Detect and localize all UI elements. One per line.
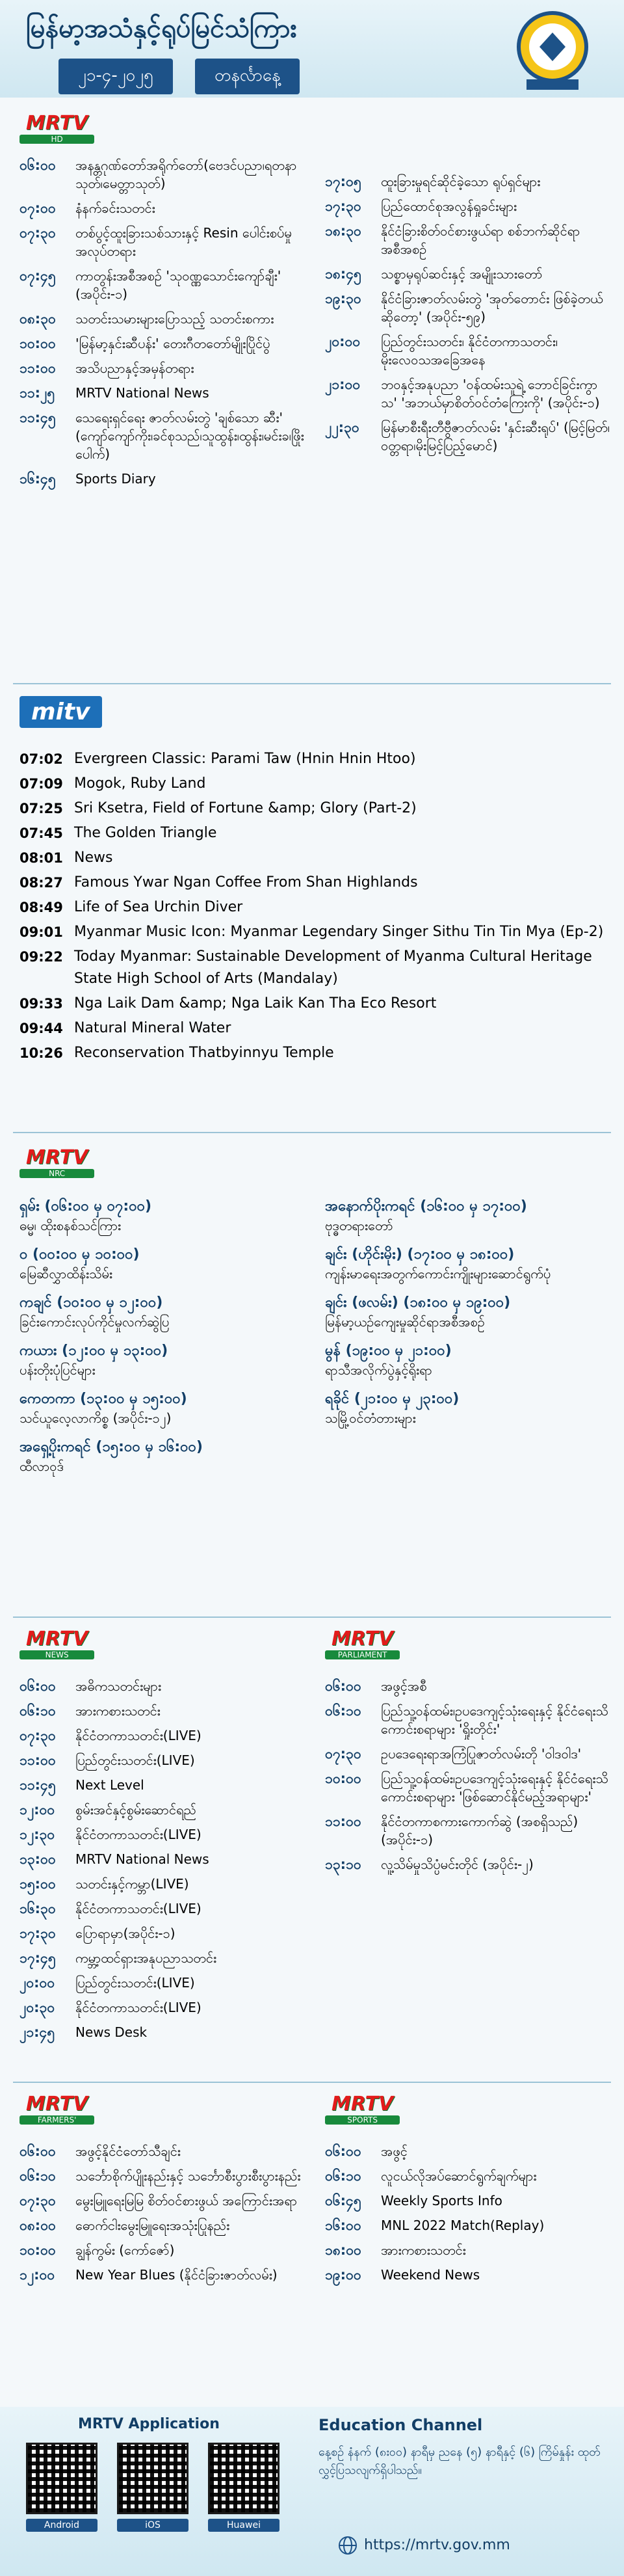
mrtv-hd-left-list <box>20 156 306 494</box>
schedule-time: ၁၂:၀၀ <box>20 2267 55 2283</box>
schedule-program: မွေးမြူရေးမြမြ စိတ်ဝင်စားဖွယ် အကြောင်းအရာ <box>75 2193 298 2208</box>
divider <box>13 2082 611 2083</box>
nrc-item-heading: ကယား (၁၂:၀၀ မှ ၁၃:၀၀) <box>20 1343 168 1359</box>
schedule-row <box>20 409 306 463</box>
nrc-item <box>325 1293 611 1331</box>
schedule-program: Today Myanmar: Sustainable Development of Myanma Cultural Heritage State High School of Arts (Mandalay) <box>74 948 592 987</box>
news-list <box>20 1677 306 2048</box>
schedule-program: The Golden Triangle <box>74 825 217 841</box>
nrc-item-desc: မြန်မာ့ယဉ်ကျေးမှုဆိုင်ရာအစီအစဉ် <box>325 1314 485 1330</box>
schedule-time: ၁၀:၀၀ <box>20 2242 56 2258</box>
qr-label-huawei: Huawei <box>208 2519 280 2532</box>
schedule-program: အားကစားသတင်း <box>381 2242 466 2258</box>
nrc-item-desc: သင်ယူလေ့လာကိစ္စ (အပိုင်း-၁၂) <box>20 1410 172 1426</box>
schedule-row <box>325 418 611 455</box>
schedule-time: ၁၈:၃၀ <box>325 223 361 239</box>
schedule-row <box>20 1042 604 1064</box>
nrc-item-heading: ရှမ်း (၀၆:၀၀ မှ ၀၇:၀၀) <box>20 1198 152 1214</box>
schedule-row <box>20 872 604 894</box>
schedule-row <box>20 896 604 919</box>
nrc-item <box>325 1341 611 1379</box>
schedule-program: မြန်မာစီးရီးတီဗွီဇာတ်လမ်း 'နှင်းဆီးရုပ်' (မြင့်မြတ်၊ဝတ္တရာ၊မိုးမြင့်ပြည့်မောင်) <box>381 420 610 453</box>
schedule-time: ၁၉:၃၀ <box>325 291 361 306</box>
schedule-time: 09:44 <box>20 1021 63 1036</box>
schedule-row <box>20 384 306 402</box>
schedule-time: 09:33 <box>20 996 63 1012</box>
schedule-row <box>20 1726 306 1745</box>
schedule-row <box>20 1776 306 1794</box>
schedule-time: ၁၁:၀၀ <box>20 360 56 376</box>
schedule-row <box>20 993 604 1015</box>
schedule-program: စွမ်းအင်နှင့်စွမ်းဆောင်ရည် <box>75 1802 196 1818</box>
schedule-time: ၁၆:၄၅ <box>20 471 56 487</box>
schedule-time: ၁၈:၄၅ <box>325 266 361 282</box>
schedule-program: နိုင်ငံတကာသတင်း(LIVE) <box>75 1728 202 1743</box>
schedule-time: ၁၁:၄၅ <box>20 1777 56 1793</box>
schedule-row <box>20 267 306 303</box>
schedule-program: အနန္တဂုဏ်တော်အရိုက်တော်(ဗေဒင်ပညာ၊ရတနာသုတ်၊မေတ္တာသုတ်) <box>75 157 297 191</box>
nrc-left-list <box>20 1197 306 1486</box>
globe-icon <box>338 2536 358 2555</box>
schedule-program: News <box>74 850 113 866</box>
schedule-time: ၁၃:၁၀ <box>325 1857 361 1872</box>
schedule-time: 07:25 <box>20 801 63 816</box>
schedule-row <box>20 224 306 260</box>
schedule-time: ၁၁:၂၅ <box>20 385 55 401</box>
education-channel-title: Education Channel <box>318 2416 483 2434</box>
nrc-item-desc: ဗုဒ္ဓတရားတော် <box>325 1218 393 1233</box>
schedule-program: Famous Ywar Ngan Coffee From Shan Highlands <box>74 874 418 891</box>
nrc-item-desc: ထီလာဝုဒ် <box>20 1458 64 1474</box>
divider <box>13 683 611 684</box>
schedule-row <box>20 1850 306 1868</box>
mrtv-news-logo: MRTV NEWS <box>20 1626 94 1659</box>
nrc-item <box>20 1197 306 1235</box>
schedule-time: ၁၅:၀၀ <box>20 1876 56 1892</box>
schedule-row <box>20 1974 306 1992</box>
schedule-time: 07:45 <box>20 825 63 841</box>
nrc-item-heading: ကေတကာ (၁၃:၀၀ မှ ၁၅:၀၀) <box>20 1391 187 1407</box>
schedule-row <box>20 921 604 943</box>
nrc-item-desc: မြေဆီလွှာထိန်းသိမ်း <box>20 1266 112 1281</box>
schedule-time: ၁၀:၀၀ <box>20 336 56 351</box>
parliament-list <box>325 1677 611 1880</box>
schedule-time: ၁၉:၀၀ <box>325 2267 361 2283</box>
schedule-time: ၂၀:၀၀ <box>20 1975 55 1991</box>
schedule-row <box>20 847 604 869</box>
schedule-time: ၁၇:၀၅ <box>325 174 361 189</box>
nrc-item-desc: ဓမ္မ၊ ထိုးစနစ်သင်ကြား <box>20 1218 122 1233</box>
schedule-time: ၀၆:၀၀ <box>20 1678 56 1694</box>
schedule-program: နိုင်ငံတကာစကားကောက်ဆွဲ (အစရှိသည်) (အပိုင်း-၁) <box>381 1814 578 1847</box>
schedule-row <box>20 748 604 770</box>
schedule-program: နိုင်ငံတကာသတင်း(LIVE) <box>75 2000 202 2015</box>
schedule-program: လူငယ်လိုအပ်ဆောင်ရွက်ချက်များ <box>381 2168 537 2184</box>
qr-ios-icon[interactable] <box>117 2443 188 2514</box>
schedule-time: ၂၁:၄၅ <box>20 2024 55 2040</box>
schedule-row <box>325 265 611 283</box>
schedule-row <box>325 1812 611 1849</box>
schedule-time: ၁၇:၃၀ <box>325 198 361 214</box>
schedule-program: MNL 2022 Match(Replay) <box>381 2218 545 2233</box>
schedule-time: 07:02 <box>20 751 63 767</box>
website-link[interactable]: https://mrtv.gov.mm <box>364 2537 510 2553</box>
schedule-program: ပြည်တွင်းသတင်း(LIVE) <box>75 1752 195 1768</box>
schedule-program: ဘဝနှင့်အနုပညာ 'ဝန်ထမ်းသူရဲ့ ဘောင်ခြင်းကွာသ' 'အဘယ်မှာစိတ်ဝင်တံကြေးကို' (အပိုင်း-၁) <box>381 377 600 410</box>
mrtv-sports-logo: MRTV SPORTS <box>325 2091 400 2125</box>
schedule-time: ၂၀:၀၀ <box>325 334 361 349</box>
schedule-program: ပြည်တွင်းသတင်း၊ နိုင်ငံတကာသတင်း၊ မိုးလေဝသအခြေအနေ <box>381 334 558 368</box>
schedule-time: 07:09 <box>20 776 63 792</box>
schedule-program: Sri Ksetra, Field of Fortune &amp; Glory (Part-2) <box>74 800 417 816</box>
schedule-row <box>20 773 604 795</box>
schedule-row <box>325 1702 611 1738</box>
schedule-program: နိုင်ငံတကာသတင်း(LIVE) <box>75 1827 202 1842</box>
divider <box>13 1132 611 1133</box>
schedule-program: နိုင်ငံတကာသတင်း(LIVE) <box>75 1901 202 1916</box>
schedule-program: ကာတွန်းအစီအစဉ် 'သုဝဏ္ဏသောင်းကျော်ချီး' (အပိုင်း-၁) <box>75 268 281 302</box>
schedule-row <box>20 1924 306 1942</box>
mrtv-hd-right-list <box>325 172 611 461</box>
schedule-program: Nga Laik Dam &amp; Nga Laik Kan Tha Eco Resort <box>74 995 437 1012</box>
qr-android-icon[interactable] <box>26 2443 98 2514</box>
schedule-row <box>20 2266 306 2284</box>
schedule-row <box>20 156 306 193</box>
qr-label-ios: iOS <box>117 2519 188 2532</box>
sports-list <box>325 2142 611 2290</box>
schedule-row <box>20 1825 306 1844</box>
schedule-time: ၀၆:၁၀ <box>20 1703 56 1719</box>
mitv-logo: mitv <box>20 696 102 728</box>
nrc-item-heading: ရခိုင် (၂၁:၀၀ မှ ၂၃:၀၀) <box>325 1391 460 1407</box>
schedule-program: Weekly Sports Info <box>381 2193 502 2208</box>
schedule-time: 10:26 <box>20 1045 63 1061</box>
nrc-item-desc: ရာသီအလိုက်ပွဲနှင့်ရိုးရာ <box>325 1362 432 1378</box>
schedule-time: ၀၈:၀၀ <box>20 2218 56 2233</box>
schedule-program: Natural Mineral Water <box>74 1020 231 1036</box>
schedule-time: ၀၇:၃၀ <box>20 1728 56 1743</box>
nrc-item-heading: မွန် (၁၉:၀၀ မှ ၂၁:၀၀) <box>325 1343 452 1359</box>
schedule-time: ၁၆:၀၀ <box>325 2218 361 2233</box>
schedule-program: ပြည်ထောင်စုအလွန်ရှုခင်းများ <box>381 198 517 214</box>
schedule-row <box>325 1677 611 1695</box>
schedule-row <box>20 2192 306 2210</box>
schedule-time: ၀၇:၄၅ <box>20 268 56 284</box>
schedule-time: ၁၂:၀၀ <box>20 1802 55 1818</box>
schedule-time: ၀၈:၃၀ <box>20 311 56 327</box>
schedule-program: News Desk <box>75 2024 148 2040</box>
schedule-time: 08:27 <box>20 875 63 891</box>
schedule-program: MRTV National News <box>75 1851 209 1867</box>
schedule-time: ၀၇:၃၀ <box>20 2193 56 2208</box>
day-badge: တနင်္လာနေ့ <box>195 59 300 94</box>
schedule-row <box>20 946 604 990</box>
schedule-time: 09:01 <box>20 924 63 940</box>
schedule-time: ၀၆:၁၀ <box>325 1703 361 1719</box>
schedule-row <box>325 2266 611 2284</box>
nrc-right-list <box>325 1197 611 1438</box>
schedule-program: သတင်းသမားများပြောသည့် သတင်းစကား <box>75 311 274 327</box>
schedule-program: Mogok, Ruby Land <box>74 775 206 792</box>
schedule-program: Life of Sea Urchin Diver <box>74 899 243 915</box>
nrc-item <box>325 1245 611 1283</box>
date-badge: ၂၁-၄-၂၀၂၅ <box>58 59 173 94</box>
schedule-time: ၁၁:၀၀ <box>20 1752 56 1768</box>
schedule-program: Myanmar Music Icon: Myanmar Legendary Singer Sithu Tin Tin Mya (Ep-2) <box>74 924 604 940</box>
header <box>0 0 624 98</box>
footer <box>0 2407 624 2576</box>
schedule-row <box>20 1801 306 1819</box>
schedule-program: တစ်ပွင့်ထူးခြားသစ်သားနှင့် Resin ပေါင်းစပ်မှုအလုပ်တရား <box>75 225 292 259</box>
nrc-item-desc: ပန်းတိုးပုံပြင်များ <box>20 1362 96 1378</box>
nrc-item <box>20 1389 306 1427</box>
schedule-row <box>325 172 611 191</box>
page-title: မြန်မာ့အသံနှင့်ရုပ်မြင်သံကြား <box>26 14 297 44</box>
schedule-row <box>325 2167 611 2185</box>
divider <box>13 1617 611 1618</box>
schedule-time: ၀၇:၃၀ <box>20 225 56 241</box>
schedule-time: ၁၈:၀၀ <box>325 2242 361 2258</box>
schedule-row <box>325 2142 611 2160</box>
schedule-row <box>325 332 611 369</box>
schedule-row <box>325 222 611 258</box>
schedule-row <box>20 2167 306 2185</box>
nrc-item-heading: အရှေ့ပိုးကရင် (၁၅:၀၀ မှ ၁၆:၀၀) <box>20 1439 203 1455</box>
qr-huawei-icon[interactable] <box>208 2443 280 2514</box>
schedule-row <box>325 1855 611 1873</box>
schedule-time: ၁၇:၃၀ <box>20 1925 56 1941</box>
nrc-item <box>325 1389 611 1427</box>
schedule-time: ၂၁:၀၀ <box>325 377 361 392</box>
mrtv-farmers-logo: MRTV FARMERS' <box>20 2091 94 2125</box>
schedule-row <box>325 2241 611 2259</box>
qr-label-android: Android <box>26 2519 98 2532</box>
schedule-program: ဥပဒေရေးရာအကြံပြုဇာတ်လမ်းတို 'ဝါဒ၀ါဒ' <box>381 1746 582 1762</box>
farmers-list <box>20 2142 306 2290</box>
nrc-item-desc: ခြင်းကောင်းလုပ်ကိုင်မှုလက်ဆွဲပြ <box>20 1314 170 1330</box>
schedule-row <box>325 375 611 412</box>
schedule-program: ချွန်ကွမ်း (ကော်ဇော်) <box>75 2242 175 2258</box>
schedule-program: ပြည်သူ့ဝန်ထမ်း၊ဥပဒေကျင့်သုံးရေးနှင့် နိုင်ငံရေးသိကောင်းစရာများ 'ဖြစ်ဆောင်နိုင်မည့်အရာများ' <box>381 1771 608 1805</box>
schedule-program: လူ့သိမ်မှုသိပ္ပံမင်းတိုင် (အပိုင်း-၂) <box>381 1857 534 1872</box>
schedule-program: Evergreen Classic: Parami Taw (Hnin Hnin Htoo) <box>74 751 416 767</box>
nrc-item-heading: ချင်း (ဟိုင်းမိုး) (၁၇:၀၀ မှ ၁၈:၀၀) <box>325 1246 515 1263</box>
app-title: MRTV Application <box>78 2416 220 2432</box>
schedule-program: အားကစားသတင်း <box>75 1703 161 1719</box>
schedule-row <box>20 2142 306 2160</box>
schedule-time: ၁၀:၀၀ <box>325 1771 361 1786</box>
schedule-row <box>20 1998 306 2017</box>
schedule-program: Next Level <box>75 1777 144 1793</box>
schedule-program: New Year Blues (နိုင်ငံခြားဇာတ်လမ်း) <box>75 2267 278 2283</box>
schedule-row <box>20 310 306 328</box>
schedule-row <box>20 1017 604 1040</box>
schedule-program: MRTV National News <box>75 385 209 401</box>
schedule-time: ၀၆:၄၅ <box>325 2193 361 2208</box>
schedule-row <box>20 334 306 353</box>
schedule-row <box>20 1899 306 1918</box>
schedule-program: အသိပညာနှင့်အမှန်တရား <box>75 360 194 376</box>
mrtv-parliament-logo: MRTV PARLIAMENT <box>325 1626 400 1659</box>
schedule-time: ၀၆:၀၀ <box>20 157 56 173</box>
schedule-program: သေရေးရှင်ရေး ဇာတ်လမ်းတွဲ 'ချစ်သော ဆီး' (ကျော်ကျော်ကိုး၊ခင်စုသည်၊သူထွန်း၊ထွန်း၊မင်းခ၊ဖြိုးပေါက်) <box>75 410 304 462</box>
schedule-row <box>20 1875 306 1893</box>
nrc-item <box>20 1293 306 1331</box>
nrc-item-heading: ချင်း (ဖလမ်း) (၁၈:၀၀ မှ ၁၉:၀၀) <box>325 1295 511 1311</box>
schedule-program: သစ္စာမှရုပ်ဆင်းနှင့် အမျိုးသားတော် <box>381 266 543 282</box>
schedule-time: ၁၁:၀၀ <box>325 1814 361 1829</box>
schedule-row <box>325 1745 611 1763</box>
schedule-row <box>20 2241 306 2259</box>
schedule-program: Weekend News <box>381 2267 480 2283</box>
schedule-program: နံနက်ခင်းသတင်း <box>75 200 155 216</box>
schedule-time: ၀၆:၀၀ <box>325 1678 361 1694</box>
schedule-time: ၀၆:၀၀ <box>325 2143 361 2159</box>
nrc-item <box>325 1197 611 1235</box>
schedule-time: ၀၆:၁၀ <box>20 2168 56 2184</box>
mrtv-nrc-logo: MRTV NRC <box>20 1145 94 1178</box>
schedule-row <box>20 1949 306 1967</box>
schedule-program: ကမ္ဘာ့ထင်ရှားအနုပညာသတင်း <box>75 1950 217 1966</box>
schedule-program: သင်္ဘောစိုက်ပျိုးနည်းနှင့် သင်္ဘောစီးပွားစီးပွားနည်း <box>75 2168 301 2184</box>
schedule-program: သတင်းနှင့်ကမ္ဘာ(LIVE) <box>75 1876 189 1892</box>
schedule-row <box>325 197 611 215</box>
schedule-program: အဖွင့်နိုင်ငံတော်သီချင်း <box>75 2143 181 2159</box>
mrtv-hd-logo: MRTV HD <box>20 111 94 144</box>
schedule-row <box>20 798 604 820</box>
mitv-list <box>20 748 604 1067</box>
education-channel-text: နေ့စဉ် နံနက် (၈း၀၀) နာရီမှ ညနေ (၅) နာရီနှင့် (၆) ကြိမ်နှုန်း ထုတ်လွှင့်ပြသလျက်ရှိပါသည်။ <box>318 2445 601 2477</box>
schedule-row <box>20 2216 306 2234</box>
schedule-program: အဖွင့် <box>381 2143 408 2159</box>
schedule-program: နိုင်ငံခြားဇာတ်လမ်းတွဲ 'အုတ်တောင်း ဖြစ်ခဲ့တယ်ဆိုတော့' (အပိုင်း-၅၉) <box>381 291 603 325</box>
schedule-row <box>20 199 306 217</box>
nrc-item-desc: သမြို့ဝင်တံတားများ <box>325 1410 416 1426</box>
schedule-row <box>20 470 306 488</box>
mrtv-seal-icon <box>507 7 598 94</box>
schedule-program: Reconservation Thatbyinnyu Temple <box>74 1045 334 1061</box>
nrc-item <box>20 1438 306 1475</box>
schedule-row <box>325 2216 611 2234</box>
schedule-program: ပြောရာမှာ(အပိုင်း-၁) <box>75 1925 176 1941</box>
schedule-program: ပြည်သူ့ဝန်ထမ်း၊ဥပဒေကျင့်သုံးရေးနှင့် နိုင်ငံရေးသိကောင်းစရာများ 'ရှိုးတိုင်း' <box>381 1703 608 1737</box>
schedule-time: 08:49 <box>20 900 63 915</box>
schedule-time: 09:22 <box>20 949 63 965</box>
nrc-item-heading: ဝ (၀၀:၀၀ မှ ၁၀:၀၀) <box>20 1246 140 1263</box>
schedule-time: 08:01 <box>20 850 63 866</box>
schedule-time: ၁၃:၀၀ <box>20 1851 56 1867</box>
schedule-program: အဓိကသတင်းများ <box>75 1678 162 1694</box>
schedule-time: ၀၇:၃၀ <box>325 1746 361 1762</box>
schedule-time: ၀၆:၀၀ <box>20 2143 56 2159</box>
nrc-item-heading: အနောက်ပိုးကရင် (၁၆:၀၀ မှ ၁၇:၀၀) <box>325 1198 527 1214</box>
schedule-row <box>325 1769 611 1806</box>
schedule-row <box>20 2023 306 2041</box>
schedule-program: ပြည်တွင်းသတင်း(LIVE) <box>75 1975 195 1991</box>
schedule-time: ၁၇:၄၅ <box>20 1950 56 1966</box>
nrc-item <box>20 1245 306 1283</box>
schedule-time: ၂၀:၃၀ <box>20 2000 55 2015</box>
schedule-program: Sports Diary <box>75 471 156 487</box>
schedule-row <box>20 359 306 377</box>
schedule-program: ဓောက်ငါးမွေးမြူရေးအသုံးပြုနည်း <box>75 2218 230 2233</box>
schedule-time: ၀၇:၀၀ <box>20 200 56 216</box>
schedule-time: ၁၂:၃၀ <box>20 1827 55 1842</box>
schedule-program: 'မြန်မာ့နှင်းဆီပန်း' တေးဂီတတော်မျိုးပြိုင်ပွဲ <box>75 336 270 351</box>
nrc-item <box>20 1341 306 1379</box>
schedule-time: ၁၆:၃၀ <box>20 1901 56 1916</box>
nrc-item-heading: ကချင် (၁၀:၀၀ မှ ၁၂:၀၀) <box>20 1295 163 1311</box>
schedule-row <box>325 2192 611 2210</box>
schedule-program: အဖွင့်အစီ <box>381 1678 427 1694</box>
schedule-program: နိုင်ငံခြားစိတ်ဝင်စားဖွယ်ရာ စစ်ဘက်ဆိုင်ရာ အစီအစဉ် <box>381 223 580 257</box>
schedule-row <box>20 1677 306 1695</box>
schedule-time: ၂၂:၃၀ <box>325 420 359 435</box>
schedule-row <box>20 822 604 844</box>
schedule-row <box>20 1702 306 1720</box>
schedule-row <box>325 289 611 326</box>
schedule-program: ထူးခြားမှုရင်ဆိုင်ခဲ့သော ရုပ်ရှင်များ <box>381 174 541 189</box>
schedule-time: ၀၆:၁၀ <box>325 2168 361 2184</box>
schedule-row <box>20 1751 306 1769</box>
nrc-item-desc: ကျန်းမာရေးအတွက်ကောင်းကျိုးများဆောင်ရွက်ပုံ <box>325 1266 551 1281</box>
schedule-time: ၁၁:၄၅ <box>20 410 56 425</box>
